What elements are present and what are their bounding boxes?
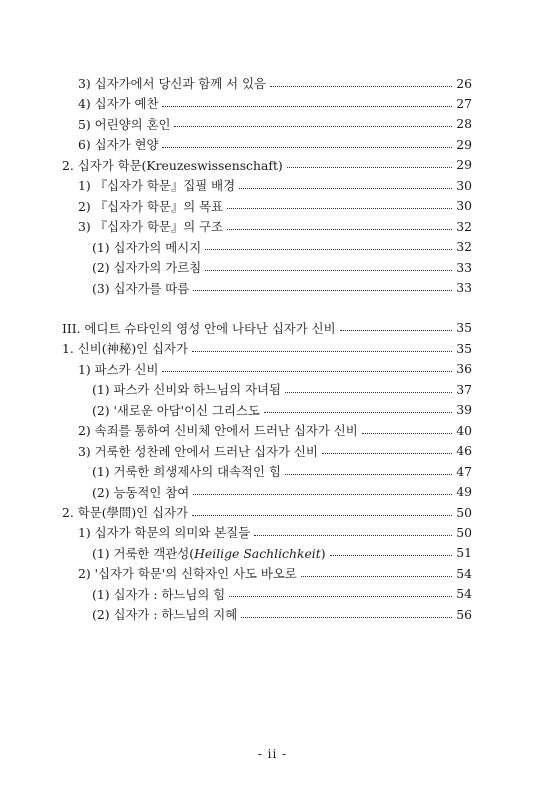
- dot-leader: [285, 392, 452, 393]
- toc-entry-title-text: (1) 거룩한 희생제사의 대속적인 힘: [92, 464, 281, 480]
- toc-entry-title: [78, 217, 223, 235]
- toc-entry: [78, 195, 472, 217]
- toc-entry-title: [78, 421, 358, 439]
- dot-leader: [162, 147, 452, 148]
- toc-entry-title-text: 1) 『십자가 학문』집필 배경: [78, 178, 236, 194]
- dot-leader: [192, 351, 452, 352]
- toc-entry-page: 32: [456, 239, 472, 255]
- toc-entry: [92, 460, 472, 482]
- toc-entry-title: [78, 74, 266, 92]
- dot-leader: [285, 474, 452, 475]
- toc-entry-title-text: 4) 십자가 예찬: [78, 96, 159, 112]
- toc-entry-title-text: (2) 능동적인 참여: [92, 484, 190, 500]
- toc-entry-page: 35: [456, 340, 472, 356]
- dot-leader: [193, 290, 452, 291]
- toc-entry-title: [92, 238, 201, 256]
- toc-entry-page: 28: [456, 116, 472, 132]
- toc-entry: [78, 113, 472, 135]
- dot-leader: [205, 249, 452, 250]
- toc-entry: [78, 92, 472, 114]
- toc-entry-title-text: (1) 파스카 신비와 하느님의 자녀됨: [92, 382, 281, 398]
- toc-entry: [78, 440, 472, 462]
- dot-leader: [174, 126, 452, 127]
- toc-entry-title-text: (1) 십자가 : 하느님의 힘: [92, 586, 226, 602]
- toc-entry: [92, 542, 472, 564]
- toc-entry-title: [78, 442, 318, 460]
- toc-entry-title: [78, 523, 250, 541]
- toc-entry-title-text: 1. 신비(神秘)인 십자가: [62, 341, 188, 357]
- toc-entry-title-suffix: ): [320, 545, 326, 561]
- toc-entry-title-text: 3) 『십자가 학문』의 구조: [78, 219, 224, 235]
- toc-entry-page: 30: [456, 198, 472, 214]
- toc-entry-title-text: (1) 거룩한 객관성(: [92, 545, 195, 561]
- toc-entry: [78, 562, 472, 584]
- toc-entry-page: 33: [456, 280, 472, 295]
- toc-entry-title: [92, 401, 260, 419]
- toc-entry-page: 29: [456, 136, 472, 152]
- toc-entry: [92, 583, 472, 605]
- toc-entry-title-text: 2) 속죄를 통하여 신비체 안에서 드러난 십자가 신비: [78, 423, 358, 439]
- toc-entry-page: 32: [456, 218, 472, 234]
- toc-entry: [78, 133, 472, 155]
- toc-entry: [62, 154, 472, 176]
- toc-entry-page: 26: [456, 75, 472, 91]
- toc-entry-title: [78, 197, 223, 215]
- toc-entry-title: [78, 176, 235, 194]
- toc-entry: [62, 337, 472, 359]
- toc-entry-title: [62, 319, 336, 337]
- dot-leader: [241, 617, 452, 618]
- toc-entry-title-text: (2) '새로운 아담'이신 그리스도: [92, 402, 260, 418]
- toc-entry-title-text: (3) 십자가를 따름: [92, 280, 190, 296]
- toc-entry-title-text: III. 에디트 슈타인의 영성 안에 나타난 십자가 신비: [62, 320, 336, 336]
- toc-entry-page: 49: [456, 484, 472, 500]
- toc-entry: [92, 399, 472, 421]
- dot-leader: [239, 188, 452, 189]
- toc-entry-title: [92, 258, 201, 276]
- dot-leader: [192, 515, 452, 516]
- toc-entry: [78, 521, 472, 543]
- toc-entry-title: [62, 156, 283, 174]
- toc-entry-page: 35: [456, 320, 472, 336]
- toc-entry-title-text: 1) 십자가 학문의 의미와 본질들: [78, 525, 251, 541]
- toc-entry-title: [92, 544, 326, 562]
- toc-entry-title-text: 3) 십자가에서 당신과 함께 서 있음: [78, 76, 267, 91]
- dot-leader: [254, 535, 452, 536]
- dot-leader: [287, 167, 452, 168]
- dot-leader: [227, 229, 452, 230]
- toc-entry-title: [78, 94, 158, 112]
- toc-entry: [78, 215, 472, 237]
- toc-entry: [92, 378, 472, 400]
- toc-entry-title-text: 1) 파스카 신비: [78, 361, 159, 377]
- toc-entry-title-text: (2) 십자가 : 하느님의 지혜: [92, 607, 238, 623]
- toc-entry: [62, 317, 472, 339]
- page-number: - ii -: [257, 747, 288, 761]
- toc-entry-page: 36: [456, 361, 472, 377]
- dot-leader: [270, 86, 452, 87]
- dot-leader: [264, 412, 452, 413]
- toc-entry-title: [92, 585, 225, 603]
- toc-entry-title: [62, 339, 188, 357]
- toc-entry-title: [92, 605, 237, 623]
- toc-entry-title: [78, 135, 158, 153]
- toc-entry-page: 50: [456, 504, 472, 520]
- toc-entry: [92, 481, 472, 503]
- toc-entry-page: 37: [456, 381, 472, 397]
- toc-entry-page: 54: [456, 565, 472, 581]
- toc-entry-page: 47: [456, 463, 472, 479]
- dot-leader: [330, 555, 453, 556]
- toc-entry-title-text: (2) 십자가의 가르침: [92, 260, 202, 276]
- dot-leader: [229, 596, 452, 597]
- dot-leader: [362, 433, 453, 434]
- toc-entry-title: [62, 503, 188, 521]
- toc-entry: [78, 72, 472, 94]
- toc-entry-title-text: 2) '십자가 학문'의 신학자인 사도 바오로: [78, 566, 297, 582]
- toc-entry-title-text: 6) 십자가 현양: [78, 137, 159, 153]
- toc-entry-page: 33: [456, 259, 472, 275]
- toc-entry-title-text: 5) 어린양의 혼인: [78, 116, 171, 132]
- toc-entry-page: 46: [456, 443, 472, 459]
- dot-leader: [162, 371, 452, 372]
- toc-entry-title-text: 2. 십자가 학문(Kreuzeswissenschaft): [62, 157, 283, 173]
- toc-entry-page: 51: [456, 545, 472, 561]
- toc-entry: [92, 256, 472, 278]
- toc-entry: [78, 358, 472, 380]
- dot-leader: [301, 576, 452, 577]
- toc-entry-title: [78, 115, 170, 133]
- toc-entry-title: [92, 279, 189, 297]
- dot-leader: [162, 106, 452, 107]
- toc-entry-page: 54: [456, 586, 472, 602]
- dot-leader: [205, 270, 452, 271]
- toc-entry-title-text: 2) 『십자가 학문』의 목표: [78, 198, 224, 214]
- toc-entry-title: [78, 564, 297, 582]
- toc-entry-page: 30: [456, 177, 472, 193]
- toc-entry-page: 29: [456, 157, 472, 173]
- dot-leader: [227, 208, 452, 209]
- toc-entry-page: 27: [456, 95, 472, 111]
- toc-entry-title-text: (1) 십자가의 메시지: [92, 239, 202, 255]
- toc-entry: [92, 277, 472, 299]
- dot-leader: [340, 330, 453, 331]
- toc-entry-title-text: 2. 학문(學問)인 십자가: [62, 505, 188, 520]
- toc-entry: [92, 603, 472, 625]
- toc-entry-title: [78, 360, 158, 378]
- dot-leader: [322, 453, 452, 454]
- toc-entry-title-text: 3) 거룩한 성찬례 안에서 드러난 십자가 신비: [78, 443, 318, 459]
- toc-entry-title: [92, 462, 281, 480]
- toc-entry-title-italic: Heilige Sachlichkeit: [194, 545, 321, 561]
- toc-entry-page: 40: [456, 422, 472, 438]
- dot-leader: [193, 494, 452, 495]
- toc-entry-page: 50: [456, 524, 472, 540]
- toc-entry: [78, 419, 472, 441]
- toc-entry: [62, 501, 472, 523]
- toc-entry-title: [92, 380, 281, 398]
- toc-entry-page: 39: [456, 402, 472, 418]
- toc-entry: [92, 236, 472, 258]
- toc-entry-title: [92, 483, 189, 501]
- toc-entry: [78, 174, 472, 196]
- toc-entry-page: 56: [456, 606, 472, 622]
